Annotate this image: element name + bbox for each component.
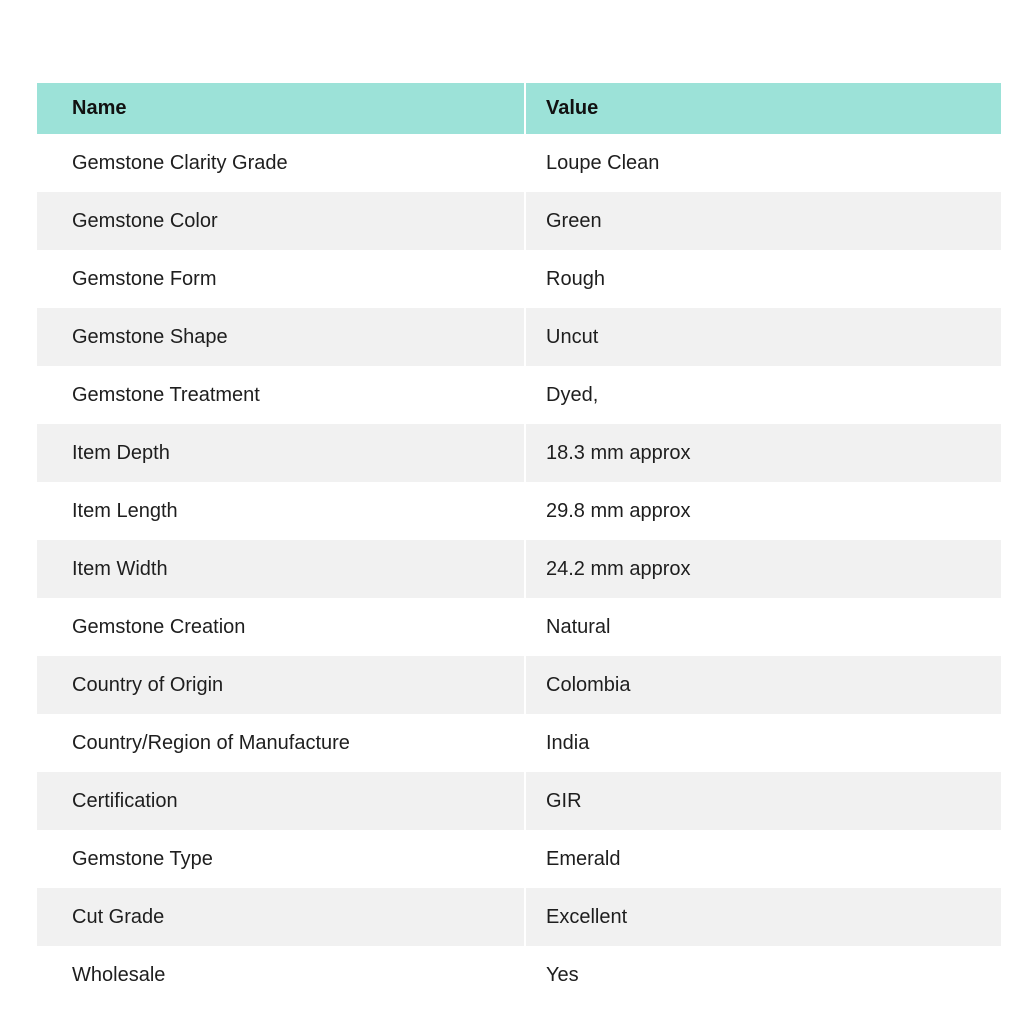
header-cell-value: Value: [526, 83, 1001, 134]
spec-name-cell: Item Width: [37, 540, 524, 598]
spec-name-cell: Item Depth: [37, 424, 524, 482]
spec-value-cell: 18.3 mm approx: [526, 424, 1001, 482]
table-row: [37, 424, 1001, 482]
spec-name-cell: Gemstone Creation: [72, 615, 246, 638]
spec-name-cell: Gemstone Type: [72, 847, 213, 870]
header-cell-name: Name: [37, 83, 524, 134]
table-header-row: [37, 83, 1001, 134]
spec-value-cell: Excellent: [526, 888, 1001, 946]
table-row: [37, 772, 1001, 830]
spec-name-cell: Gemstone Color: [37, 192, 524, 250]
spec-name-cell: Certification: [37, 772, 524, 830]
spec-value-cell: Yes: [546, 963, 579, 986]
spec-value-cell: Colombia: [526, 656, 1001, 714]
spec-name-cell: Cut Grade: [37, 888, 524, 946]
table-row: [37, 308, 1001, 366]
spec-value-cell: Green: [526, 192, 1001, 250]
table-row: [37, 250, 1001, 308]
spec-value-cell: 24.2 mm approx: [526, 540, 1001, 598]
table-row: [37, 946, 1001, 1004]
table-row: [37, 192, 1001, 250]
table-row: [37, 540, 1001, 598]
spec-value-cell: Natural: [546, 615, 611, 638]
spec-name-cell: Country of Origin: [37, 656, 524, 714]
spec-value-cell: 29.8 mm approx: [546, 499, 691, 522]
spec-name-cell: Item Length: [72, 499, 178, 522]
spec-name-cell: Wholesale: [72, 963, 166, 986]
item-specifics-table: [37, 83, 1001, 1004]
table-body: [37, 134, 1001, 1004]
spec-value-cell: GIR: [526, 772, 1001, 830]
table-row: [37, 598, 1001, 656]
table-row: [37, 482, 1001, 540]
spec-value-cell: Loupe Clean: [546, 151, 660, 174]
table-row: [37, 888, 1001, 946]
table-row: [37, 366, 1001, 424]
table-row: [37, 714, 1001, 772]
spec-value-cell: Uncut: [526, 308, 1001, 366]
spec-name-cell: Gemstone Form: [72, 267, 217, 290]
spec-name-cell: Gemstone Shape: [37, 308, 524, 366]
spec-name-cell: Country/Region of Manufacture: [72, 731, 350, 754]
spec-value-cell: Dyed,: [546, 383, 599, 406]
spec-name-cell: Gemstone Clarity Grade: [72, 151, 288, 174]
spec-value-cell: Emerald: [546, 847, 621, 870]
table-row: [37, 830, 1001, 888]
spec-name-cell: Gemstone Treatment: [72, 383, 260, 406]
table-row: [37, 134, 1001, 192]
spec-value-cell: Rough: [546, 267, 605, 290]
spec-value-cell: India: [546, 731, 590, 754]
table-row: [37, 656, 1001, 714]
